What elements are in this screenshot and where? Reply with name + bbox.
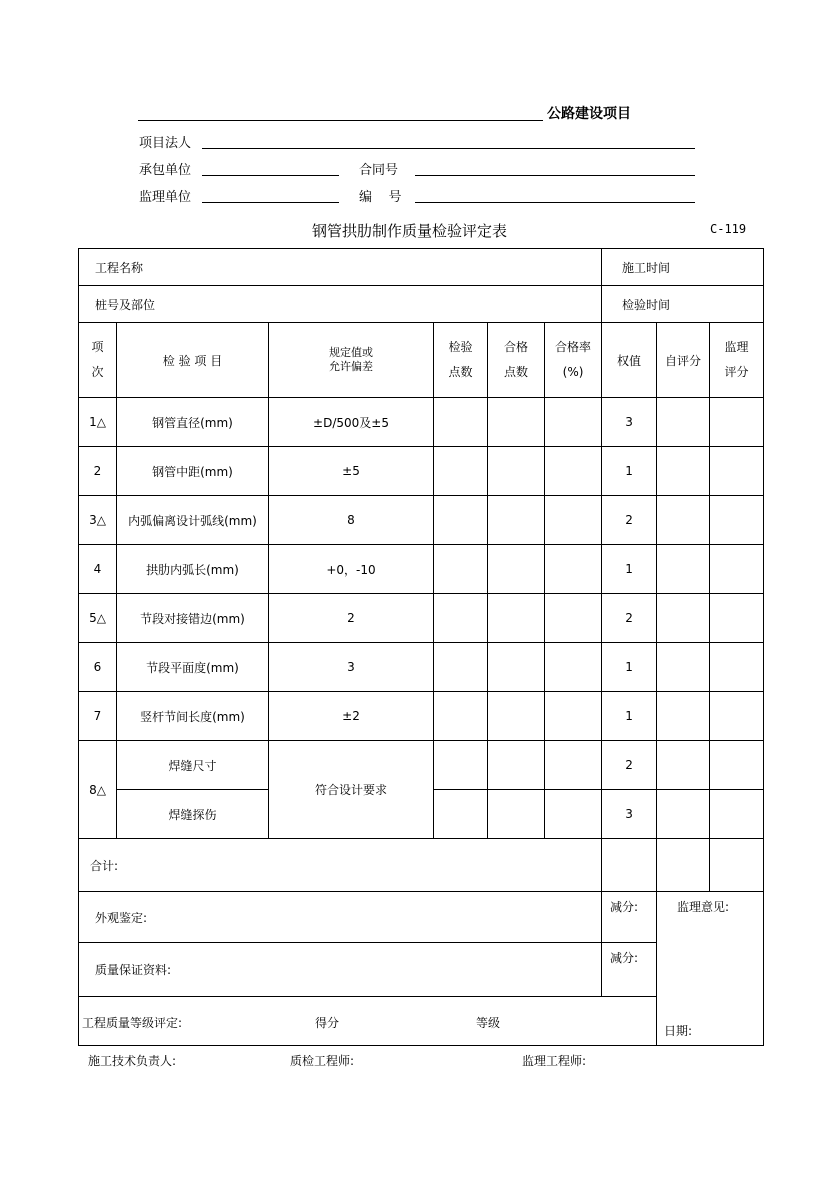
supervisor-unit-label: 监理单位 [139,190,192,205]
points-cell[interactable] [434,594,488,643]
project-name-label: 工程名称 [79,249,602,286]
contract-no-label: 合同号 [359,163,399,178]
points-cell[interactable] [434,496,488,545]
self-score-cell[interactable] [657,643,710,692]
column-header-row [79,323,764,398]
construction-time-label: 施工时间 [602,249,764,286]
station-label: 桩号及部位 [79,286,602,323]
rate-cell[interactable] [545,692,602,741]
col-self-score: 自评分 [657,323,710,398]
item-name: 节段平面度(mm) [117,643,269,692]
quality-docs-label: 质量保证资料: [79,943,602,997]
item-weight: 1 [602,545,657,594]
weld-spec: 符合设计要求 [269,741,434,839]
passed-cell[interactable] [488,692,545,741]
item-spec: ±5 [269,447,434,496]
weld-flaw-name: 焊缝探伤 [117,790,269,839]
quality-docs-deduct-label: 减分: [602,943,657,997]
appearance-row [79,892,764,943]
item-spec: ±D/500及±5 [269,398,434,447]
supervisor-score-cell[interactable] [710,496,764,545]
points-cell[interactable] [434,398,488,447]
self-score-cell[interactable] [657,594,710,643]
rate-cell[interactable] [545,545,602,594]
passed-cell[interactable] [488,447,545,496]
item-spec: +0，-10 [269,545,434,594]
serial-no-field[interactable] [415,202,695,203]
supervisor-score-cell[interactable] [710,545,764,594]
item-weight: 1 [602,692,657,741]
weld-size-name: 焊缝尺寸 [117,741,269,790]
table-row [79,496,764,545]
total-label: 合计: [79,839,602,892]
points-cell[interactable] [434,447,488,496]
self-score-cell[interactable] [657,447,710,496]
passed-cell[interactable] [488,398,545,447]
supervisor-opinion-label: 监理意见: [677,900,730,914]
item-no: 6 [79,643,117,692]
item-weight: 3 [602,398,657,447]
supervisor-score-cell[interactable] [710,447,764,496]
supervisor-score-cell[interactable] [710,741,764,790]
weld-row [79,741,764,790]
rate-cell[interactable] [545,790,602,839]
table-row [79,545,764,594]
col-passed: 合格 点数 [488,323,545,398]
rate-cell[interactable] [545,643,602,692]
total-row [79,839,764,892]
score-label: 得分 [315,1016,340,1030]
table-row [79,594,764,643]
contractor-label: 承包单位 [139,163,192,178]
grade-label: 工程质量等级评定: [82,1016,183,1030]
item-name: 节段对接错边(mm) [117,594,269,643]
item-spec: 2 [269,594,434,643]
tech-lead-signature: 施工技术负责人: [88,1054,177,1068]
points-cell[interactable] [434,692,488,741]
item-spec: 3 [269,643,434,692]
grade-cell [79,997,657,1046]
passed-cell[interactable] [488,790,545,839]
points-cell[interactable] [434,741,488,790]
table-row [79,447,764,496]
inspection-table [78,248,764,1046]
points-cell[interactable] [434,545,488,594]
total-supervisor-score-cell[interactable] [710,839,764,892]
rate-cell[interactable] [545,398,602,447]
rate-cell[interactable] [545,447,602,496]
supervisor-unit-field[interactable] [202,202,339,203]
self-score-cell[interactable] [657,790,710,839]
item-no: 7 [79,692,117,741]
supervisor-opinion-cell[interactable] [657,892,764,1046]
item-name: 内弧偏离设计弧线(mm) [117,496,269,545]
level-label: 等级 [476,1016,501,1030]
item-no: 4 [79,545,117,594]
supervisor-score-cell[interactable] [710,692,764,741]
station-row [79,286,764,323]
supervisor-score-cell[interactable] [710,643,764,692]
col-supervisor-score: 监理 评分 [710,323,764,398]
project-suffix: 公路建设项目 [547,106,631,122]
rate-cell[interactable] [545,741,602,790]
item-spec: 8 [269,496,434,545]
col-points: 检验 点数 [434,323,488,398]
form-title: 钢管拱肋制作质量检验评定表 [312,222,508,240]
self-score-cell[interactable] [657,692,710,741]
col-item-no: 项 次 [79,323,117,398]
table-row [79,692,764,741]
col-item: 检 验 项 目 [117,323,269,398]
rate-cell[interactable] [545,496,602,545]
item-no: 3△ [79,496,117,545]
rate-cell[interactable] [545,594,602,643]
item-weight: 2 [602,741,657,790]
item-no: 2 [79,447,117,496]
item-name: 钢管直径(mm) [117,398,269,447]
table-row [79,643,764,692]
passed-cell[interactable] [488,594,545,643]
serial-no-label: 编 号 [359,190,402,205]
self-score-cell[interactable] [657,545,710,594]
item-weight: 3 [602,790,657,839]
appearance-label: 外观鉴定: [79,892,602,943]
col-rate: 合格率 (%) [545,323,602,398]
supervisor-score-cell[interactable] [710,398,764,447]
project-name-line[interactable] [138,120,543,121]
item-name: 钢管中距(mm) [117,447,269,496]
item-name: 竖杆节间长度(mm) [117,692,269,741]
legal-person-field[interactable] [202,148,695,149]
date-label: 日期: [664,1024,693,1038]
contractor-field[interactable] [202,175,339,176]
table-row [79,398,764,447]
legal-person-label: 项目法人 [139,136,192,151]
points-cell[interactable] [434,790,488,839]
item-weight: 2 [602,496,657,545]
passed-cell[interactable] [488,643,545,692]
supervisor-score-cell[interactable] [710,790,764,839]
col-spec: 规定值或 允许偏差 [269,323,434,398]
qc-engineer-signature: 质检工程师: [290,1054,355,1068]
total-weight-cell[interactable] [602,839,657,892]
supervising-engineer-signature: 监理工程师: [522,1054,587,1068]
self-score-cell[interactable] [657,741,710,790]
total-self-score-cell[interactable] [657,839,710,892]
item-weight: 2 [602,594,657,643]
project-name-row [79,249,764,286]
self-score-cell[interactable] [657,398,710,447]
item-weight: 1 [602,447,657,496]
passed-cell[interactable] [488,496,545,545]
inspection-time-label: 检验时间 [602,286,764,323]
contract-no-field[interactable] [415,175,695,176]
item-weight: 1 [602,643,657,692]
passed-cell[interactable] [488,741,545,790]
item-no: 1△ [79,398,117,447]
appearance-deduct-label: 减分: [602,892,657,943]
item-spec: ±2 [269,692,434,741]
form-code: C-119 [710,222,747,236]
col-weight: 权值 [602,323,657,398]
item-no: 5△ [79,594,117,643]
item-name: 拱肋内弧长(mm) [117,545,269,594]
points-cell[interactable] [434,643,488,692]
supervisor-score-cell[interactable] [710,594,764,643]
self-score-cell[interactable] [657,496,710,545]
item-no: 8△ [79,741,117,839]
passed-cell[interactable] [488,545,545,594]
